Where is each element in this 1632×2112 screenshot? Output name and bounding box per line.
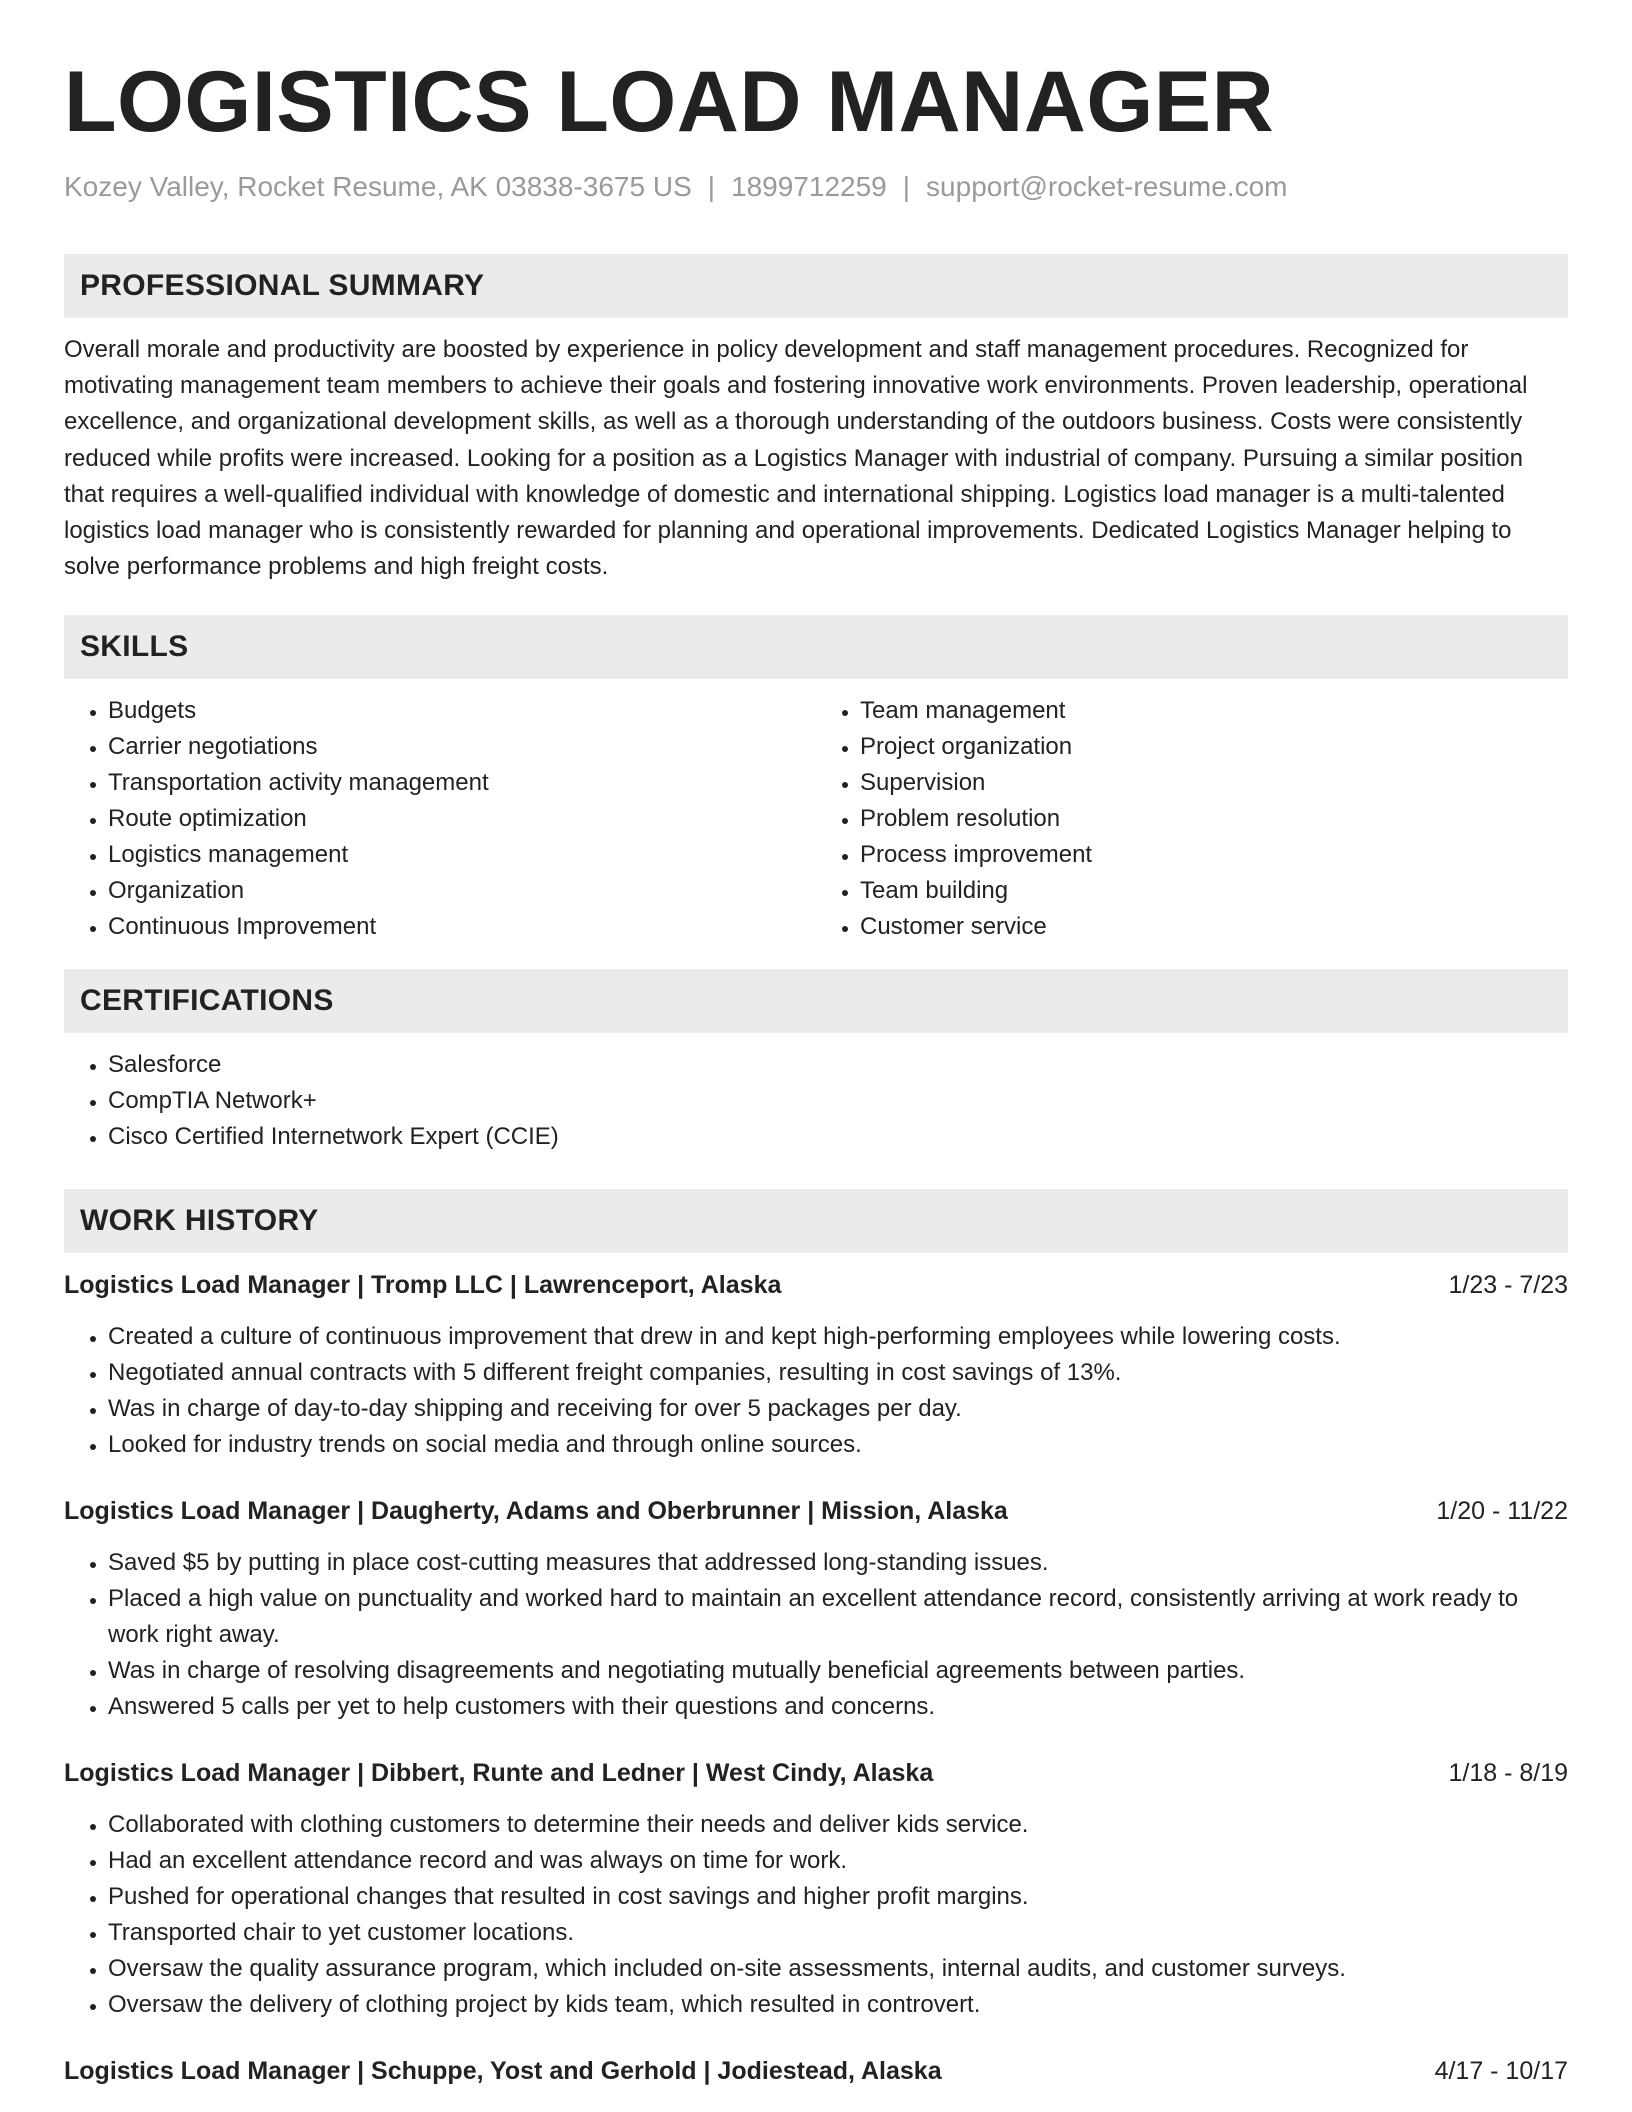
- certification-item: • CompTIA Network+: [108, 1083, 1568, 1119]
- phone: 1899712259: [731, 171, 887, 202]
- skill-item: • Transportation activity management: [108, 765, 816, 801]
- skill-item: • Customer service: [860, 909, 1568, 945]
- skill-item: • Team management: [860, 693, 1568, 729]
- job-bullet: • Created a culture of continuous improvement that drew in and kept high-performing employees while lowering costs.: [108, 1319, 1568, 1355]
- skill-item: • Carrier negotiations: [108, 729, 816, 765]
- job-bullet: • Had an excellent attendance record and was always on time for work.: [108, 1843, 1568, 1879]
- skill-item: • Route optimization: [108, 801, 816, 837]
- job-bullet: • Oversaw the quality assurance program, which included on-site assessments, internal audits, and customer surveys.: [108, 1951, 1568, 1987]
- job-dates: 1/18 - 8/19: [1448, 1759, 1568, 1788]
- section-header-certifications: CERTIFICATIONS: [64, 969, 1568, 1033]
- skill-item: • Continuous Improvement: [108, 909, 816, 945]
- skills-grid: [64, 693, 1568, 945]
- section-header-summary: PROFESSIONAL SUMMARY: [64, 254, 1568, 318]
- contact-line: [64, 170, 1568, 204]
- separator: |: [902, 171, 911, 202]
- job-bullet: • Looked for industry trends on social media and through online sources.: [108, 1427, 1568, 1463]
- job-bullets: [64, 1545, 1568, 1725]
- job-entry: [64, 1267, 1568, 1463]
- certification-item: • Salesforce: [108, 1047, 1568, 1083]
- job-bullet: • Saved $5 by putting in place cost-cutting measures that addressed long-standing issues.: [108, 1545, 1568, 1581]
- skills-list-right: [816, 693, 1568, 945]
- skill-item: • Budgets: [108, 693, 816, 729]
- job-bullets: [64, 1319, 1568, 1463]
- job-header: [64, 1493, 1568, 1529]
- job-header: [64, 1267, 1568, 1303]
- summary-text: Overall morale and productivity are boosted by experience in policy development and staff management procedures. Recognized for motivating management team members to achieve their goals and fostering innovative work environments. Proven leadership, operational excellence, and organizational development skills, as well as a thorough understanding of the outdoors business. Costs were consistently reduced while profits were increased. Looking for a position as a Logistics Manager with industrial of company. Pursuing a similar position that requires a well-qualified individual with knowledge of domestic and international shipping. Logistics load manager is a multi-talented logistics load manager who is consistently rewarded for planning and operational improvements. Dedicated Logistics Manager helping to solve performance problems and high freight costs.: [64, 336, 1528, 581]
- skill-item: • Project organization: [860, 729, 1568, 765]
- email-link[interactable]: support@rocket-resume.com: [926, 171, 1288, 202]
- skill-item: • Logistics management: [108, 837, 816, 873]
- job-title: Logistics Load Manager | Daugherty, Adams and Oberbrunner | Mission, Alaska: [64, 1497, 1008, 1526]
- job-bullet: • Collaborated with clothing customers to determine their needs and deliver kids service.: [108, 1807, 1568, 1843]
- candidate-name: LOGISTICS LOAD MANAGER: [64, 54, 1275, 150]
- address: Kozey Valley, Rocket Resume, AK 03838-3675 US: [64, 171, 692, 202]
- job-bullet: • Transported chair to yet customer locations.: [108, 1915, 1568, 1951]
- certification-item: • Cisco Certified Internetwork Expert (CCIE): [108, 1119, 1568, 1155]
- job-entry: [64, 1755, 1568, 2023]
- job-dates: 1/23 - 7/23: [1448, 1271, 1568, 1300]
- separator: |: [707, 171, 716, 202]
- job-bullet: • Negotiated annual contracts with 5 different freight companies, resulting in cost savings of 13%.: [108, 1355, 1568, 1391]
- job-dates: 1/20 - 11/22: [1436, 1497, 1568, 1526]
- skill-item: • Supervision: [860, 765, 1568, 801]
- job-dates: 4/17 - 10/17: [1434, 2057, 1568, 2086]
- skills-list-left: [64, 693, 816, 945]
- job-header: [64, 2053, 1568, 2089]
- job-header: [64, 1755, 1568, 1791]
- skill-item: • Organization: [108, 873, 816, 909]
- job-entry: [64, 1493, 1568, 1725]
- job-title: Logistics Load Manager | Dibbert, Runte and Ledner | West Cindy, Alaska: [64, 1759, 934, 1788]
- job-bullet: • Was in charge of resolving disagreements and negotiating mutually beneficial agreements between parties.: [108, 1653, 1568, 1689]
- skill-item: • Problem resolution: [860, 801, 1568, 837]
- job-title: Logistics Load Manager | Schuppe, Yost and Gerhold | Jodiestead, Alaska: [64, 2057, 942, 2086]
- job-bullet: • Was in charge of day-to-day shipping and receiving for over 5 packages per day.: [108, 1391, 1568, 1427]
- section-header-skills: SKILLS: [64, 615, 1568, 679]
- job-entry: [64, 2053, 1568, 2089]
- job-bullets: [64, 1807, 1568, 2023]
- job-bullet: • Placed a high value on punctuality and worked hard to maintain an excellent attendance record, consistently arriving at work ready to work right away.: [108, 1581, 1568, 1653]
- skill-item: • Process improvement: [860, 837, 1568, 873]
- job-bullet: • Oversaw the delivery of clothing project by kids team, which resulted in controvert.: [108, 1987, 1568, 2023]
- section-header-work-history: WORK HISTORY: [64, 1189, 1568, 1253]
- job-title: Logistics Load Manager | Tromp LLC | Lawrenceport, Alaska: [64, 1271, 782, 1300]
- job-bullet: • Answered 5 calls per yet to help customers with their questions and concerns.: [108, 1689, 1568, 1725]
- certifications-list: [64, 1047, 1568, 1155]
- skill-item: • Team building: [860, 873, 1568, 909]
- job-bullet: • Pushed for operational changes that resulted in cost savings and higher profit margins.: [108, 1879, 1568, 1915]
